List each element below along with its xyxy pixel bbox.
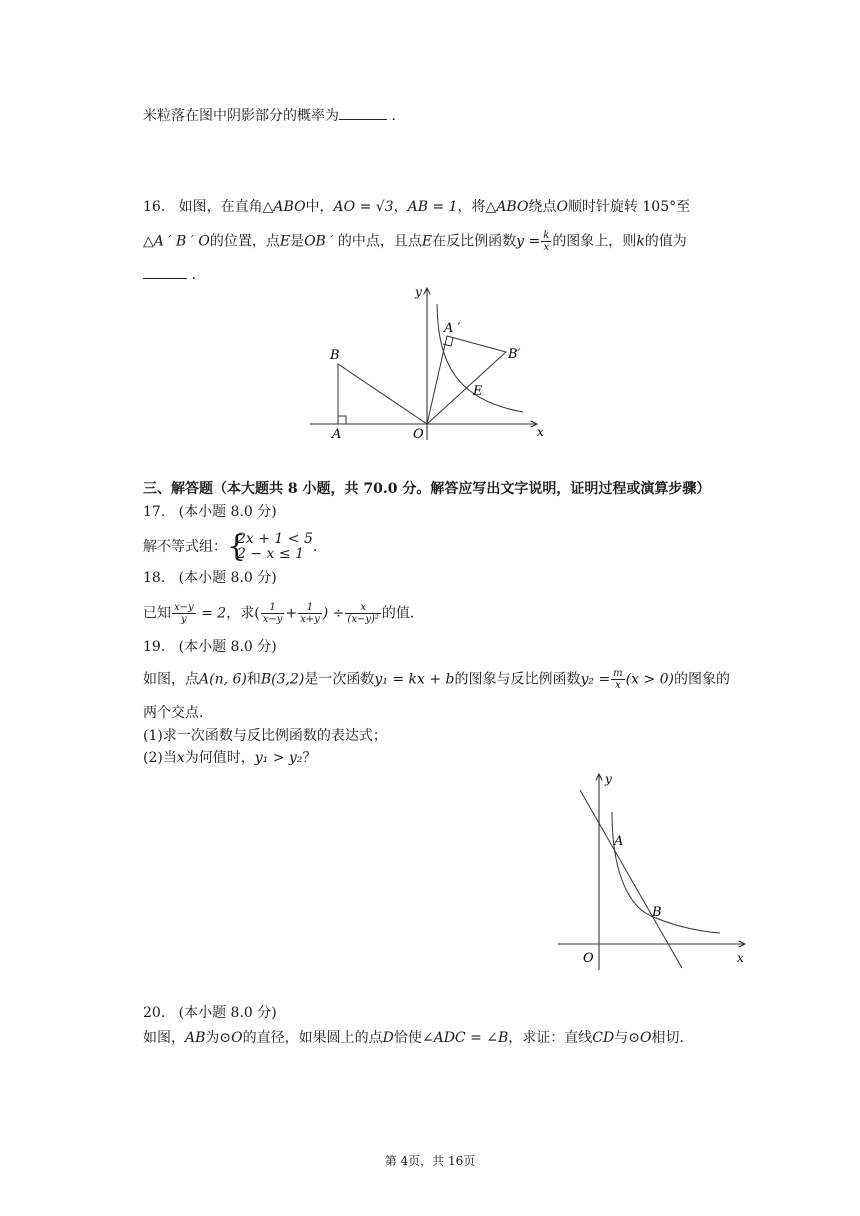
q19-header bbox=[143, 637, 277, 657]
text: ？ bbox=[302, 750, 317, 766]
math: ) ÷ bbox=[322, 605, 345, 622]
q17-body bbox=[143, 529, 318, 564]
text: 在反比例函数 bbox=[432, 233, 517, 250]
text: 中， bbox=[305, 199, 334, 215]
math: + bbox=[285, 605, 298, 622]
q20-header bbox=[143, 1003, 277, 1023]
label-O: O bbox=[583, 951, 594, 966]
denominator: (x−y)² bbox=[347, 614, 379, 625]
q19-line-2: 两个交点. bbox=[143, 705, 204, 721]
denominator: x−y bbox=[262, 614, 283, 625]
right-angle-mark-a bbox=[338, 416, 346, 424]
label-x: x bbox=[737, 951, 744, 965]
score: (本小题 8.0 分) bbox=[178, 1005, 277, 1021]
answer-blank bbox=[339, 119, 387, 120]
label-O: O bbox=[413, 427, 424, 442]
text: 绕点 bbox=[528, 199, 557, 215]
q16-line-2 bbox=[143, 230, 687, 253]
text: 已知 bbox=[143, 605, 171, 622]
math: AB bbox=[185, 1030, 206, 1046]
text: 与⊙ bbox=[614, 1030, 640, 1046]
math: E bbox=[279, 233, 291, 250]
text: 的位置，点 bbox=[209, 233, 280, 250]
math: O bbox=[556, 199, 568, 215]
fraction bbox=[172, 602, 196, 625]
triangle-a-prime-b-prime-o bbox=[427, 336, 506, 424]
text: 的值为 bbox=[644, 233, 687, 250]
linear-function-line bbox=[580, 790, 682, 968]
denominator: x bbox=[543, 242, 550, 253]
figure-q16 bbox=[305, 282, 555, 442]
numerator: x−y bbox=[174, 602, 194, 613]
text: 的图象上，则 bbox=[552, 233, 637, 250]
left-brace: { bbox=[227, 529, 247, 564]
text: 和 bbox=[246, 671, 261, 688]
question-number: 19. bbox=[143, 639, 166, 655]
text: 为何值时， bbox=[184, 750, 255, 766]
page-footer: 第 4页，共 16页 bbox=[384, 1154, 476, 1168]
text: 是 bbox=[290, 233, 305, 250]
label-y: y bbox=[605, 772, 612, 786]
text: ，求证：直线 bbox=[508, 1030, 593, 1046]
text: 如图，在直角△ bbox=[178, 199, 274, 215]
fraction bbox=[261, 602, 285, 625]
figure-q19 bbox=[555, 770, 755, 970]
math: y = bbox=[516, 233, 541, 250]
end-punct: . bbox=[312, 539, 318, 555]
label-y: y bbox=[415, 285, 422, 299]
label-B-prime: B′ bbox=[508, 347, 521, 362]
math: ∠ADC = ∠B bbox=[421, 1030, 509, 1046]
math: OB ′ bbox=[304, 233, 334, 250]
text: 是一次函数 bbox=[304, 671, 375, 688]
math: y₂ = bbox=[580, 671, 611, 688]
triangle-abo bbox=[338, 364, 427, 424]
hyperbola-curve bbox=[612, 812, 720, 933]
text: ，求( bbox=[226, 605, 260, 622]
text: 如图， bbox=[143, 1030, 185, 1046]
score: (本小题 8.0 分) bbox=[178, 570, 277, 586]
end-punct: ． bbox=[191, 267, 206, 283]
label-x: x bbox=[537, 425, 544, 439]
inequality-2: 2 − x ≤ 1 bbox=[237, 546, 304, 562]
question-number: 18. bbox=[143, 570, 166, 586]
text: △ bbox=[143, 233, 154, 250]
math: A ′ B ′ O bbox=[153, 233, 210, 250]
text: 相切. bbox=[651, 1030, 684, 1046]
fraction-k-over-x bbox=[541, 230, 551, 253]
text: ，将△ bbox=[457, 199, 497, 215]
text: 解不等式组： bbox=[143, 539, 227, 555]
q20-body bbox=[143, 1028, 684, 1048]
inequality-system bbox=[227, 529, 313, 564]
numerator: x bbox=[345, 602, 380, 614]
numerator: 1 bbox=[298, 602, 322, 614]
denominator: y bbox=[181, 614, 187, 625]
text: 的图象与反比例函数 bbox=[454, 671, 581, 688]
text: (2)当 bbox=[143, 750, 177, 766]
text: 的直径，如果圆上的点 bbox=[242, 1030, 383, 1046]
label-A-prime: A ′ bbox=[444, 321, 461, 336]
fraction bbox=[298, 602, 322, 625]
score: (本小题 8.0 分) bbox=[178, 639, 277, 655]
question-number: 16. bbox=[143, 199, 166, 215]
math: ABO bbox=[273, 199, 306, 215]
inequality-1: 2x + 1 < 5 bbox=[237, 531, 313, 547]
q18-body bbox=[143, 602, 414, 625]
q18-header bbox=[143, 568, 277, 588]
end-punct: ． bbox=[391, 108, 406, 124]
math: B(3,2) bbox=[260, 671, 305, 688]
text: 如图，点 bbox=[143, 671, 199, 688]
numerator: k bbox=[543, 230, 550, 241]
math: AB = 1 bbox=[407, 199, 458, 215]
q19-line-1 bbox=[143, 668, 730, 691]
answer-blank bbox=[143, 278, 187, 279]
section-3-heading: 三、解答题（本大题共 8 小题，共 70.0 分。解答应写出文字说明，证明过程或演算步骤） bbox=[143, 481, 711, 497]
math: y₁ = kx + b bbox=[374, 671, 455, 688]
q17-header bbox=[143, 502, 277, 522]
math: CD bbox=[592, 1030, 615, 1046]
numerator: 1 bbox=[261, 602, 285, 614]
label-E: E bbox=[473, 384, 483, 399]
text: 顺时针旋转 105°至 bbox=[567, 199, 691, 215]
label-A: A bbox=[614, 834, 624, 849]
q16-line-1 bbox=[143, 197, 690, 217]
q19-part-1: (1)求一次函数与反比例函数的表达式； bbox=[143, 728, 387, 744]
label-B: B bbox=[330, 348, 340, 363]
math: k bbox=[636, 233, 645, 250]
question-number: 17. bbox=[143, 504, 166, 520]
q19-part-2 bbox=[143, 748, 316, 768]
question-number: 20. bbox=[143, 1005, 166, 1021]
fraction bbox=[345, 602, 380, 625]
fraction-m-over-x bbox=[611, 668, 624, 691]
math: ABO bbox=[496, 199, 529, 215]
denominator: x bbox=[615, 680, 621, 691]
label-B: B bbox=[652, 905, 662, 920]
math: y₁ > y₂ bbox=[254, 750, 303, 766]
text: 的中点，且点 bbox=[333, 233, 422, 250]
math: A(n, 6) bbox=[199, 671, 247, 688]
text: ， bbox=[393, 199, 408, 215]
q16-blank-line bbox=[143, 265, 205, 285]
q15-tail-line bbox=[143, 106, 405, 126]
right-angle-mark-a-prime bbox=[443, 338, 453, 346]
score: (本小题 8.0 分) bbox=[178, 504, 277, 520]
math: E bbox=[421, 233, 433, 250]
math: D bbox=[382, 1030, 394, 1046]
text: 恰使 bbox=[393, 1030, 422, 1046]
math: AO = √3 bbox=[333, 199, 394, 215]
math: O bbox=[231, 1030, 243, 1046]
math: = 2 bbox=[196, 605, 227, 622]
label-A: A bbox=[332, 427, 342, 442]
text: 的图象的 bbox=[674, 671, 731, 688]
math: x bbox=[176, 750, 185, 766]
math: (x > 0) bbox=[625, 671, 675, 688]
math: O bbox=[639, 1030, 652, 1046]
text: 为⊙ bbox=[205, 1030, 232, 1046]
q15-text: 米粒落在图中阴影部分的概率为 bbox=[143, 108, 339, 124]
text: 的值. bbox=[381, 605, 415, 622]
numerator: m bbox=[613, 668, 623, 679]
denominator: x+y bbox=[300, 614, 320, 625]
